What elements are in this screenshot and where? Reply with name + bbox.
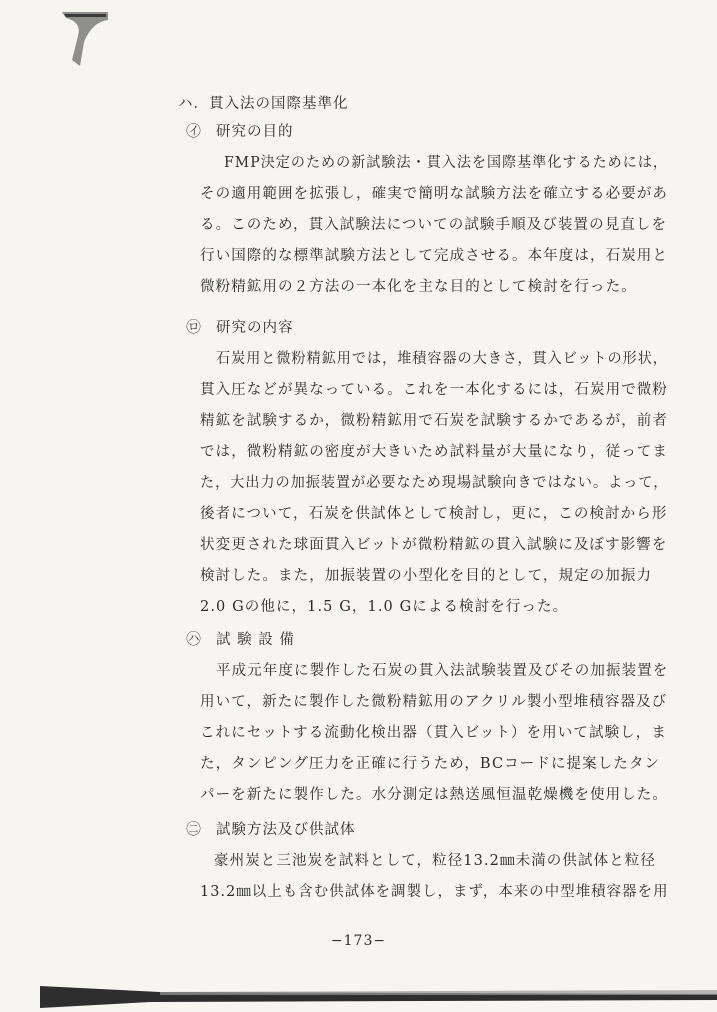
body-text-line: パーを新たに製作した。水分測定は熱送風恒温乾燥機を使用した。	[200, 787, 668, 803]
body-text-line: る。このため，貫入試験法についての試験手順及び装置の見直しを	[200, 217, 668, 233]
body-text-line: 豪州炭と三池炭を試料として，粒径13.2㎜未満の供試体と粒径	[214, 853, 656, 869]
subsection-title-text: 研究の目的	[216, 124, 294, 140]
section-heading: ハ．貫入法の国際基準化	[178, 96, 349, 112]
body-text-line: FMP決定のための新試験法・貫入法を国際基準化するためには，	[224, 155, 669, 171]
page-number: −173−	[330, 933, 387, 949]
subsection-title	[186, 818, 356, 839]
body-text-line: 用いて，新たに製作した微粉精鉱用のアクリル製小型堆積容器及び	[200, 694, 668, 710]
body-text-line: では，微粉精鉱の密度が大きいため試料量が大量になり，従ってま	[200, 444, 668, 460]
body-text-line: 精鉱を試験するか，微粉精鉱用で石炭を試験するかであるが，前者	[200, 413, 668, 429]
body-text-line: 行い国際的な標準試験方法として完成させる。本年度は，石炭用と	[200, 248, 668, 264]
subsection-marker: ㋩	[186, 632, 202, 648]
body-text-line: 検討した。また，加振装置の小型化を目的として，規定の加振力	[200, 568, 653, 584]
body-text-line: た，タンピング圧力を正確に行うため，BCコードに提案したタン	[200, 756, 661, 772]
subsection-marker: ㋑	[186, 124, 202, 140]
body-text-line: 微粉精鉱用の２方法の一本化を主な目的として検討を行った。	[200, 279, 637, 295]
body-text-line: 石炭用と微粉精鉱用では，堆積容器の大きさ，貫入ビットの形状，	[216, 351, 668, 367]
body-text-line: 貫入圧などが異なっている。これを一本化するには，石炭用で微粉	[200, 382, 668, 398]
subsection-title-text: 試験方法及び供試体	[216, 822, 356, 838]
subsection-marker: ㋺	[186, 320, 202, 336]
body-text-line: 平成元年度に製作した石炭の貫入法試験装置及びその加振装置を	[216, 663, 669, 679]
subsection-title-text: 試 験 設 備	[216, 632, 295, 648]
body-text-line: 後者について，石炭を供試体として検討し，更に，この検討から形	[200, 506, 668, 522]
subsection-marker: ㊁	[186, 822, 202, 838]
body-text-line: これにセットする流動化検出器（貫入ビット）を用いて試験し，ま	[200, 725, 667, 741]
scan-bottom-edge	[40, 978, 717, 1008]
subsection-title	[186, 628, 295, 649]
subsection-title	[186, 120, 294, 141]
body-text-line: 状変更された球面貫入ビットが微粉精鉱の貫入試験に及ぼす影響を	[200, 537, 668, 553]
subsection-title	[186, 316, 294, 337]
body-text-line: 2.0 Gの他に，1.5 G，1.0 Gによる検討を行った。	[200, 599, 569, 615]
body-text-line: た，大出力の加振装置が必要なため現場試験向きではない。よって，	[200, 475, 669, 491]
subsection-title-text: 研究の内容	[216, 320, 294, 336]
body-text-line: 13.2㎜以上も含む供試体を調製し，まず，本来の中型堆積容器を用	[200, 884, 669, 900]
body-text-line: その適用範囲を拡張し，確実で簡明な試験方法を確立する必要があ	[200, 186, 668, 202]
scan-corner-mark	[62, 8, 110, 68]
